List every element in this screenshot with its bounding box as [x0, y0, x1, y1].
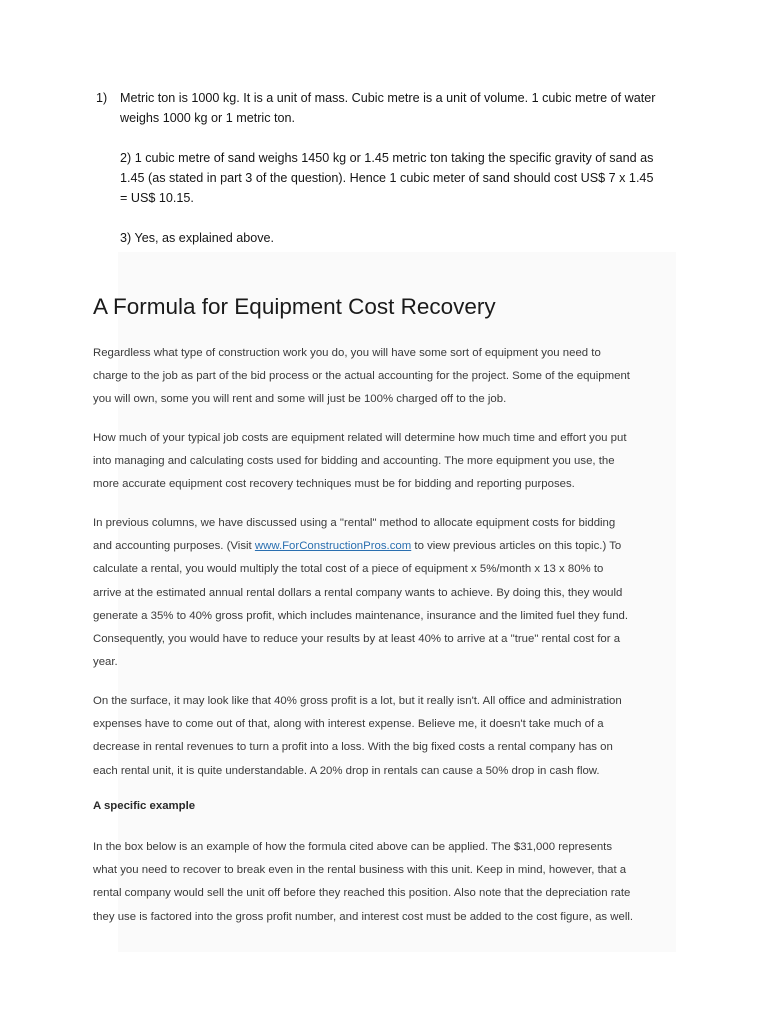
- text-line: calculate a rental, you would multiply the total cost of a piece of equipment x 5%/month x 13 x 80% to: [93, 563, 604, 576]
- text-line: = US$ 10.15.: [120, 191, 194, 205]
- text-line: decrease in rental revenues to turn a profit into a loss. With the big fixed costs a rental company has on: [93, 741, 613, 754]
- article-title: A Formula for Equipment Cost Recovery: [93, 294, 496, 319]
- list-number: 1): [96, 91, 108, 105]
- answer-item-3: [120, 228, 676, 248]
- text-line: generate a 35% to 40% gross profit, which includes maintenance, insurance and the limited fuel they fund.: [93, 609, 629, 622]
- text-segment: to view previous articles on this topic.) To: [411, 540, 622, 553]
- text-line: Metric ton is 1000 kg. It is a unit of mass. Cubic metre is a unit of volume. 1 cubic metre of water: [120, 91, 656, 105]
- text-line: arrive at the estimated annual rental dollars a rental company wants to achieve. By doing this, they would: [93, 586, 623, 599]
- answer-list: [96, 88, 676, 248]
- paragraph-intro: [93, 342, 681, 412]
- paragraph-rental-method: [93, 512, 681, 674]
- text-line: 1.45 (as stated in part 3 of the question). Hence 1 cubic meter of sand should cost US$ 7 x 1.45: [120, 171, 654, 185]
- text-line: In previous columns, we have discussed using a "rental" method to allocate equipment costs for bidding: [93, 517, 616, 529]
- text-line: [93, 535, 681, 558]
- paragraph-gross-profit: [93, 690, 681, 783]
- text-line: more accurate equipment cost recovery techniques must be for bidding and reporting purposes.: [93, 478, 575, 491]
- text-segment: and accounting purposes. (Visit: [93, 540, 255, 553]
- text-line: In the box below is an example of how the formula cited above can be applied. The $31,000 represents: [93, 841, 613, 853]
- text-line: Regardless what type of construction work you do, you will have some sort of equipment you need to: [93, 347, 601, 359]
- text-line: what you need to recover to break even in the rental business with this unit. Keep in mind, however, that a: [93, 864, 627, 877]
- answer-item-1: [96, 88, 676, 128]
- answer-item-2: [120, 148, 676, 208]
- text-line: you will own, some you will rent and some will just be 100% charged off to the job.: [93, 393, 507, 406]
- text-line: 3) Yes, as explained above.: [120, 231, 275, 245]
- text-line: into managing and calculating costs used for bidding and accounting. The more equipment you use, the: [93, 455, 615, 468]
- paragraph-example: [93, 836, 681, 929]
- text-line: they use is factored into the gross profit number, and interest cost must be added to the cost figure, as well.: [93, 910, 634, 923]
- text-line: Consequently, you would have to reduce your results by at least 40% to arrive at a "true" rental cost for a: [93, 633, 621, 646]
- text-line: How much of your typical job costs are equipment related will determine how much time and effort you put: [93, 432, 627, 444]
- text-line: each rental unit, it is quite understandable. A 20% drop in rentals can cause a 50% drop in cash flow.: [93, 764, 600, 777]
- paragraph-job-costs: [93, 427, 681, 497]
- section-subheading: A specific example: [93, 800, 196, 812]
- answer-text: [120, 88, 676, 128]
- text-line: 2) 1 cubic metre of sand weighs 1450 kg or 1.45 metric ton taking the specific gravity of sand as: [120, 151, 654, 165]
- text-line: expenses have to come out of that, along with interest expense. Believe me, it doesn't take much of a: [93, 718, 604, 731]
- text-line: charge to the job as part of the bid process or the actual accounting for the project. Some of the equipment: [93, 370, 630, 383]
- text-line: On the surface, it may look like that 40% gross profit is a lot, but it really isn't. All office and administration: [93, 695, 622, 707]
- text-line: year.: [93, 656, 118, 669]
- text-line: rental company would sell the unit off before they reached this position. Also note that the depreciation rate: [93, 887, 631, 900]
- forconstructionpros-link[interactable]: www.ForConstructionPros.com: [254, 540, 412, 553]
- text-line: weighs 1000 kg or 1 metric ton.: [120, 111, 296, 125]
